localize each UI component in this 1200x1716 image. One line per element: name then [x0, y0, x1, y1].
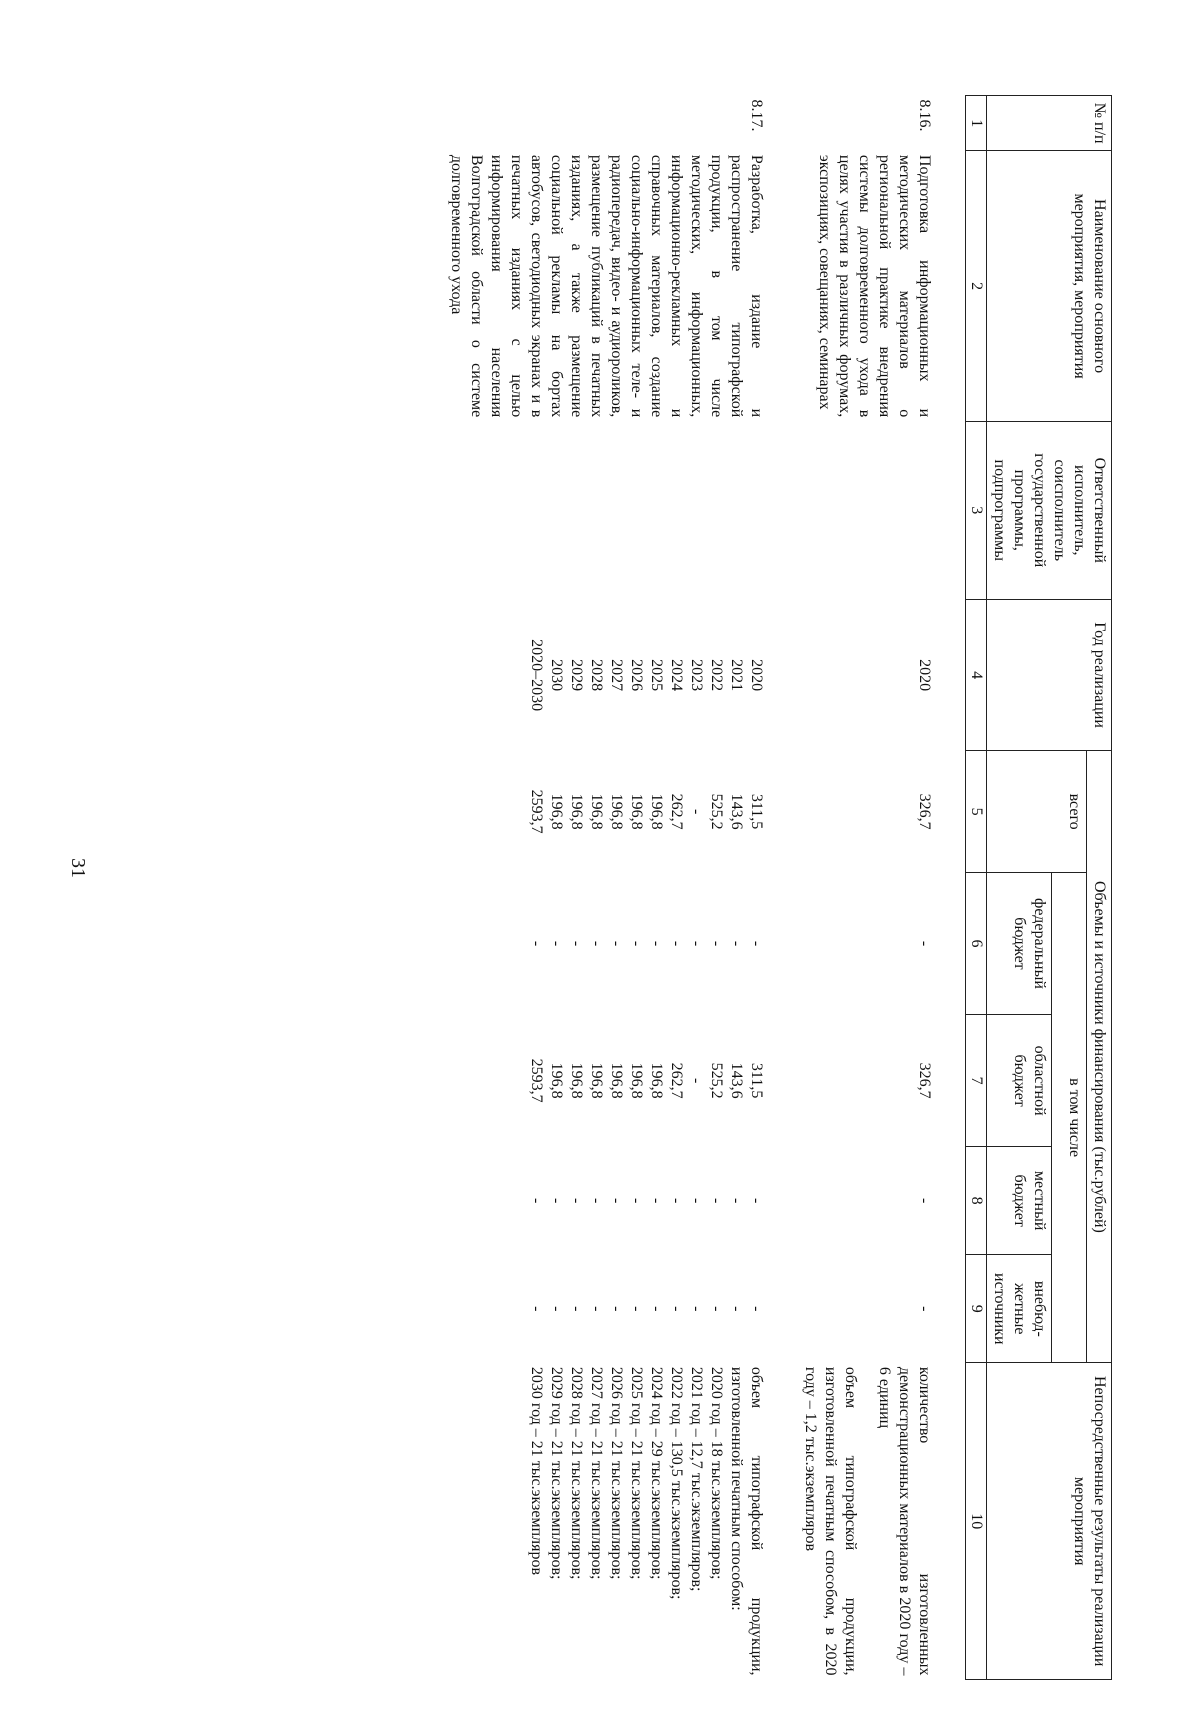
amount-value: -	[688, 940, 705, 947]
column-number: 2	[966, 151, 987, 421]
amount-value: -	[708, 1197, 725, 1204]
row-results: объем типографской продукции, изготовленной печатным способом: 2020 год – 18 тыс.экземпляров; 2021 год – 12,7 тыс.экземпляров; 2022 год – 130,5 тыс.экземпляров; 2024 год – 29 тыс.экземпляров; 2025 год – 21 тыс.экземпляров; 2026 год – 21 тыс.экземпляров; 2027 год – 21 тыс.экземпляров; 2028 год – 21 тыс.экземпляров; 2029 год – 21 тыс.экземпляров; 2030 год – 21 тыс.экземпляров	[528, 1366, 765, 1676]
amount-value: 262,7	[668, 793, 685, 830]
amount-value: -	[548, 940, 565, 947]
amount-value: -	[648, 940, 665, 947]
amount-value: 196,8	[568, 793, 585, 830]
amount-value: -	[528, 1306, 545, 1312]
row-local: -	[916, 1197, 933, 1204]
amount-value: -	[628, 1197, 645, 1204]
row-years	[443, 599, 769, 751]
amount-value: 196,8	[628, 793, 645, 830]
amount-value: 311,5	[748, 1062, 765, 1099]
column-number: 4	[966, 599, 987, 751]
amount-value: -	[688, 1197, 705, 1204]
column-number: 3	[966, 421, 987, 599]
amount-value: 143,6	[728, 793, 745, 830]
row-name: Подготовка информационных и методических материалов о региональной практике внедрения системы долговременного ухода в целях участия в различных форумах, экспозициях, совещаниях, семинарах	[816, 154, 933, 418]
amount-value: -	[568, 1306, 585, 1312]
header-no: № п/п	[987, 96, 1112, 151]
amount-value: -	[668, 940, 685, 947]
page-number: 31	[67, 858, 89, 878]
amount-value: -	[688, 808, 705, 815]
amount-value: -	[748, 1306, 765, 1312]
row-federal: -	[916, 940, 933, 947]
amount-value: 2593,7	[528, 789, 545, 834]
column-number: 1	[966, 96, 987, 151]
year-value: 2028	[588, 659, 605, 692]
year-value: 2021	[728, 659, 745, 692]
header-executor: Ответственный исполнитель, соисполнитель государственной программы, подпрограммы	[987, 421, 1112, 599]
amount-value: 196,8	[588, 793, 605, 830]
amount-value: 143,6	[728, 1062, 745, 1099]
amount-value: 196,8	[588, 1062, 605, 1099]
column-number: 5	[966, 751, 987, 872]
amount-value: -	[748, 1197, 765, 1204]
row-total	[443, 751, 769, 872]
amount-value: -	[608, 1197, 625, 1204]
amount-value: -	[668, 1197, 685, 1204]
amount-value: -	[588, 1197, 605, 1204]
column-number: 8	[966, 1147, 987, 1255]
amount-value: 262,7	[668, 1062, 685, 1099]
amount-value: 196,8	[608, 793, 625, 830]
amount-value: -	[648, 1197, 665, 1204]
header-federal: федеральный бюджет	[987, 872, 1052, 1014]
row-federal	[443, 872, 769, 1014]
header-including: в том числе	[1052, 872, 1087, 1363]
table-row	[443, 96, 769, 1680]
amount-value: 196,8	[568, 1062, 585, 1099]
header-funding: Объемы и источники финансирования (тыс.рублей)	[1087, 751, 1112, 1363]
amount-value: 196,8	[648, 1062, 665, 1099]
amount-value: -	[568, 940, 585, 947]
row-number: 8.16.	[916, 99, 933, 132]
amount-value: -	[588, 1306, 605, 1312]
funding-table	[443, 95, 1112, 1680]
row-local	[443, 1147, 769, 1255]
amount-value: -	[588, 940, 605, 947]
header-extra: внебюд-жетные источники	[987, 1255, 1052, 1363]
year-value: 2027	[608, 659, 625, 692]
column-numbers-row	[966, 96, 987, 1680]
row-number: 8.17.	[748, 99, 765, 132]
year-value: 2024	[668, 659, 685, 692]
amount-value: -	[548, 1197, 565, 1204]
year-value: 2020	[748, 659, 765, 692]
amount-value: 196,8	[548, 793, 565, 830]
amount-value: -	[748, 940, 765, 947]
amount-value: -	[568, 1197, 585, 1204]
row-year: 2020	[916, 659, 933, 692]
amount-value: -	[708, 940, 725, 947]
amount-value: -	[548, 1306, 565, 1312]
amount-value: -	[708, 1306, 725, 1312]
row-extra: -	[916, 1306, 933, 1312]
row-regional	[443, 1015, 769, 1147]
row-total: 326,7	[916, 793, 933, 830]
row-extra	[443, 1255, 769, 1363]
amount-value: -	[528, 940, 545, 947]
amount-value: -	[728, 1197, 745, 1204]
amount-value: -	[728, 1306, 745, 1312]
amount-value: -	[688, 1077, 705, 1084]
results-paragraph: количество изготовленных демонстрационных материалов в 2020 году – 6 единиц	[876, 1366, 933, 1676]
table-row	[797, 96, 937, 1680]
amount-value: 525,2	[708, 1062, 725, 1099]
year-value: 2023	[688, 659, 705, 692]
column-number: 9	[966, 1255, 987, 1363]
amount-value: -	[608, 1306, 625, 1312]
header-year: Год реализации	[987, 599, 1112, 751]
year-value: 2022	[708, 659, 725, 692]
amount-value: 196,8	[648, 793, 665, 830]
row-results	[797, 1363, 937, 1680]
header-regional: областной бюджет	[987, 1015, 1052, 1147]
year-value: 2025	[648, 659, 665, 692]
year-value: 2029	[568, 659, 585, 692]
row-executor	[797, 421, 937, 599]
amount-value: -	[628, 940, 645, 947]
column-number: 10	[966, 1363, 987, 1680]
amount-value: 2593,7	[528, 1058, 545, 1103]
amount-value: 196,8	[608, 1062, 625, 1099]
amount-value: -	[608, 940, 625, 947]
amount-value: -	[668, 1306, 685, 1312]
amount-value: 525,2	[708, 793, 725, 830]
header-name: Наименование основного мероприятия, мероприятия	[987, 151, 1112, 421]
amount-value: -	[688, 1306, 705, 1312]
header-local: местный бюджет	[987, 1147, 1052, 1255]
amount-value: -	[648, 1306, 665, 1312]
amount-value: -	[528, 1197, 545, 1204]
year-value: 2020–2030	[528, 639, 545, 712]
row-name: Разработка, издание и распространение типографской продукции, в том числе методических, информационных, информационно-рекламных и справочных материалов, создание социально-информационных теле- и радиопередач, видео- и аудиороликов, размещение публикаций в печатных изданиях, а также размещение социальной рекламы на бортах автобусов, светодиодных экранах и в печатных изданиях с целью информирования населения Волгоградской области о системе долговременного ухода	[448, 154, 765, 418]
header-total: всего	[987, 751, 1087, 872]
column-number: 7	[966, 1015, 987, 1147]
amount-value: 196,8	[628, 1062, 645, 1099]
year-value: 2030	[548, 659, 565, 692]
rotated-table-sheet	[122, 95, 1112, 1680]
amount-value: 196,8	[548, 1062, 565, 1099]
row-executor	[443, 421, 769, 599]
row-regional: 326,7	[916, 1062, 933, 1099]
column-number: 6	[966, 872, 987, 1014]
header-results: Непосредственные результаты реализации мероприятия	[987, 1363, 1112, 1680]
results-paragraph: объем типографской продукции, изготовленной печатным способом, в 2020 году – 1,2 тыс.экземпляров	[802, 1366, 859, 1676]
amount-value: 311,5	[748, 793, 765, 830]
amount-value: -	[628, 1306, 645, 1312]
amount-value: -	[728, 940, 745, 947]
year-value: 2026	[628, 659, 645, 692]
